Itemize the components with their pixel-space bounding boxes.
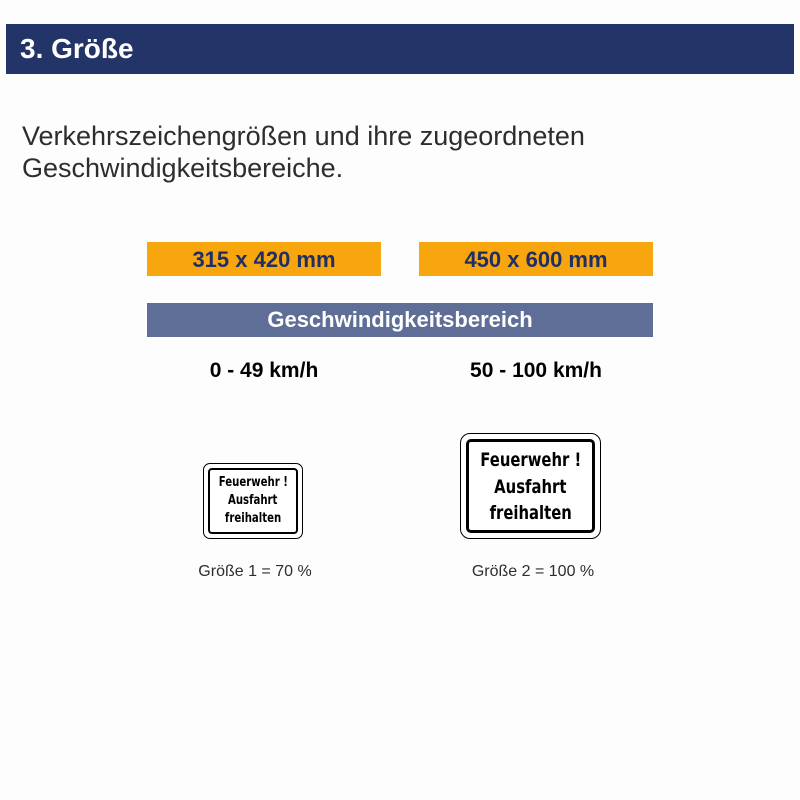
speed-range-small: 0 - 49 km/h — [209, 359, 319, 382]
sign-caption-large: Größe 2 = 100 % — [471, 563, 595, 580]
speed-range-heading: Geschwindigkeitsbereich — [147, 303, 653, 337]
speed-range-large: 50 - 100 km/h — [470, 359, 602, 382]
size-label-large: 450 x 600 mm — [419, 242, 653, 276]
intro-text: Verkehrszeichengrößen und ihre zugeordneten Geschwindigkeitsbereiche. — [22, 121, 585, 183]
size-label-small: 315 x 420 mm — [147, 242, 381, 276]
traffic-sign-large — [460, 433, 601, 539]
traffic-sign-small — [203, 463, 303, 539]
sign-caption-small: Größe 1 = 70 % — [198, 563, 312, 580]
sign-line: Feuerwehr ! — [479, 448, 582, 471]
sign-line: freihalten — [224, 511, 282, 526]
sign-line: Ausfahrt — [494, 475, 567, 498]
traffic-sign-large-panel — [466, 439, 595, 533]
sign-line: Feuerwehr ! — [218, 475, 288, 490]
sign-line: Ausfahrt — [228, 493, 278, 508]
traffic-sign-small-panel — [208, 468, 298, 534]
sign-line: freihalten — [489, 501, 572, 524]
section-title: 3. Größe — [6, 24, 794, 74]
